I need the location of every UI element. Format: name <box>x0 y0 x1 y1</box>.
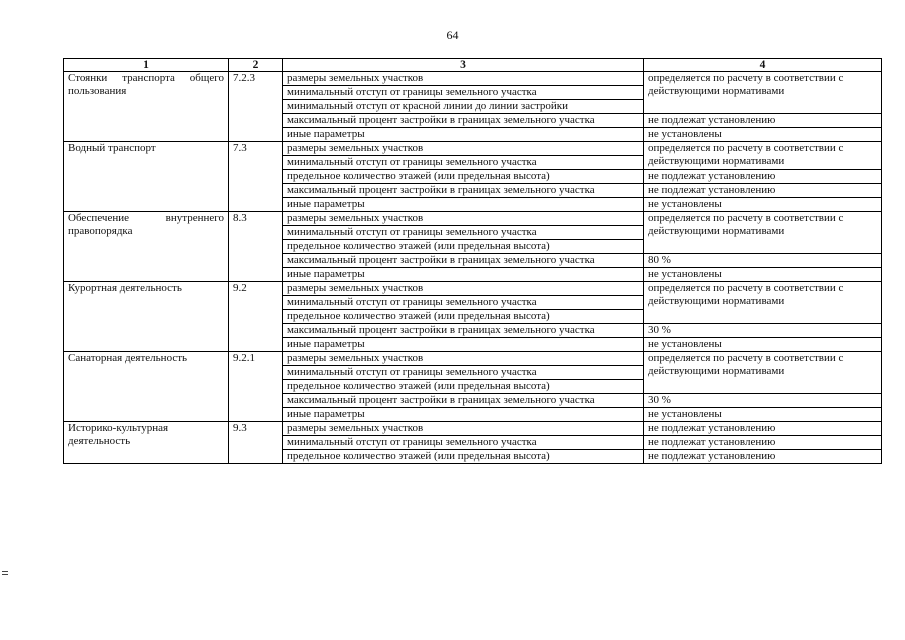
parameter-name: предельное количество этажей (или предельная высота) <box>283 240 644 254</box>
land-use-code: 8.3 <box>229 212 283 282</box>
parameter-name: минимальный отступ от границы земельного участка <box>283 296 644 310</box>
parameter-value: не установлены <box>644 128 882 142</box>
parameter-value: не установлены <box>644 268 882 282</box>
parameter-value: 30 % <box>644 394 882 408</box>
parameter-value: определяется по расчету в соответствии с действующими нормативами <box>644 282 882 324</box>
land-use-name: Водный транспорт <box>64 142 229 212</box>
parameter-name: максимальный процент застройки в границах земельного участка <box>283 254 644 268</box>
parameter-name: минимальный отступ от красной линии до линии застройки <box>283 100 644 114</box>
parameter-value: не установлены <box>644 338 882 352</box>
parameter-name: минимальный отступ от границы земельного участка <box>283 156 644 170</box>
parameter-name: минимальный отступ от границы земельного участка <box>283 86 644 100</box>
parameter-name: максимальный процент застройки в границах земельного участка <box>283 184 644 198</box>
parameter-name: иные параметры <box>283 268 644 282</box>
parameter-value: 30 % <box>644 324 882 338</box>
parameter-value: не установлены <box>644 198 882 212</box>
parameter-name: предельное количество этажей (или предельная высота) <box>283 380 644 394</box>
land-use-code: 7.2.3 <box>229 72 283 142</box>
land-use-code: 9.3 <box>229 422 283 464</box>
parameter-name: размеры земельных участков <box>283 352 644 366</box>
parameter-value: определяется по расчету в соответствии с действующими нормативами <box>644 352 882 394</box>
table-row <box>64 282 882 296</box>
table-row <box>64 142 882 156</box>
parameter-name: предельное количество этажей (или предельная высота) <box>283 170 644 184</box>
page-number: 64 <box>446 28 459 42</box>
parameter-name: размеры земельных участков <box>283 142 644 156</box>
land-use-regulations-table <box>63 58 882 464</box>
parameter-name: минимальный отступ от границы земельного участка <box>283 436 644 450</box>
parameter-name: максимальный процент застройки в границах земельного участка <box>283 394 644 408</box>
column-header: 2 <box>229 59 283 72</box>
table-row <box>64 422 882 436</box>
land-use-name: Стоянки транспорта общего пользования <box>64 72 229 142</box>
scan-edge-mark <box>2 574 8 575</box>
parameter-value: не подлежат установлению <box>644 184 882 198</box>
parameter-value: не подлежат установлению <box>644 170 882 184</box>
parameter-name: иные параметры <box>283 338 644 352</box>
land-use-name: Санаторная деятельность <box>64 352 229 422</box>
parameter-value: определяется по расчету в соответствии с действующими нормативами <box>644 142 882 170</box>
land-use-code: 9.2 <box>229 282 283 352</box>
header-row <box>64 59 882 72</box>
parameter-name: размеры земельных участков <box>283 282 644 296</box>
parameter-value: не установлены <box>644 408 882 422</box>
parameter-name: иные параметры <box>283 408 644 422</box>
column-header: 3 <box>283 59 644 72</box>
parameter-name: предельное количество этажей (или предельная высота) <box>283 450 644 464</box>
parameter-value: не подлежат установлению <box>644 114 882 128</box>
parameter-name: иные параметры <box>283 198 644 212</box>
parameter-value: не подлежат установлению <box>644 450 882 464</box>
parameter-value: не подлежат установлению <box>644 422 882 436</box>
table-row <box>64 352 882 366</box>
parameter-name: предельное количество этажей (или предельная высота) <box>283 310 644 324</box>
table-row <box>64 72 882 86</box>
parameter-value: не подлежат установлению <box>644 436 882 450</box>
parameter-name: минимальный отступ от границы земельного участка <box>283 366 644 380</box>
parameter-name: размеры земельных участков <box>283 422 644 436</box>
table-body <box>64 72 882 464</box>
parameter-name: максимальный процент застройки в границах земельного участка <box>283 324 644 338</box>
scan-edge-mark <box>2 571 8 572</box>
land-use-name: Обеспечение внутреннего правопорядка <box>64 212 229 282</box>
parameter-value: определяется по расчету в соответствии с действующими нормативами <box>644 72 882 114</box>
land-use-code: 9.2.1 <box>229 352 283 422</box>
parameter-value: определяется по расчету в соответствии с действующими нормативами <box>644 212 882 254</box>
parameter-name: размеры земельных участков <box>283 212 644 226</box>
parameter-name: иные параметры <box>283 128 644 142</box>
parameter-name: размеры земельных участков <box>283 72 644 86</box>
column-header: 4 <box>644 59 882 72</box>
table-row <box>64 212 882 226</box>
land-use-code: 7.3 <box>229 142 283 212</box>
parameter-name: максимальный процент застройки в границах земельного участка <box>283 114 644 128</box>
land-use-name: Историко-культурная деятельность <box>64 422 229 464</box>
column-header: 1 <box>64 59 229 72</box>
parameter-name: минимальный отступ от границы земельного участка <box>283 226 644 240</box>
land-use-name: Курортная деятельность <box>64 282 229 352</box>
parameter-value: 80 % <box>644 254 882 268</box>
